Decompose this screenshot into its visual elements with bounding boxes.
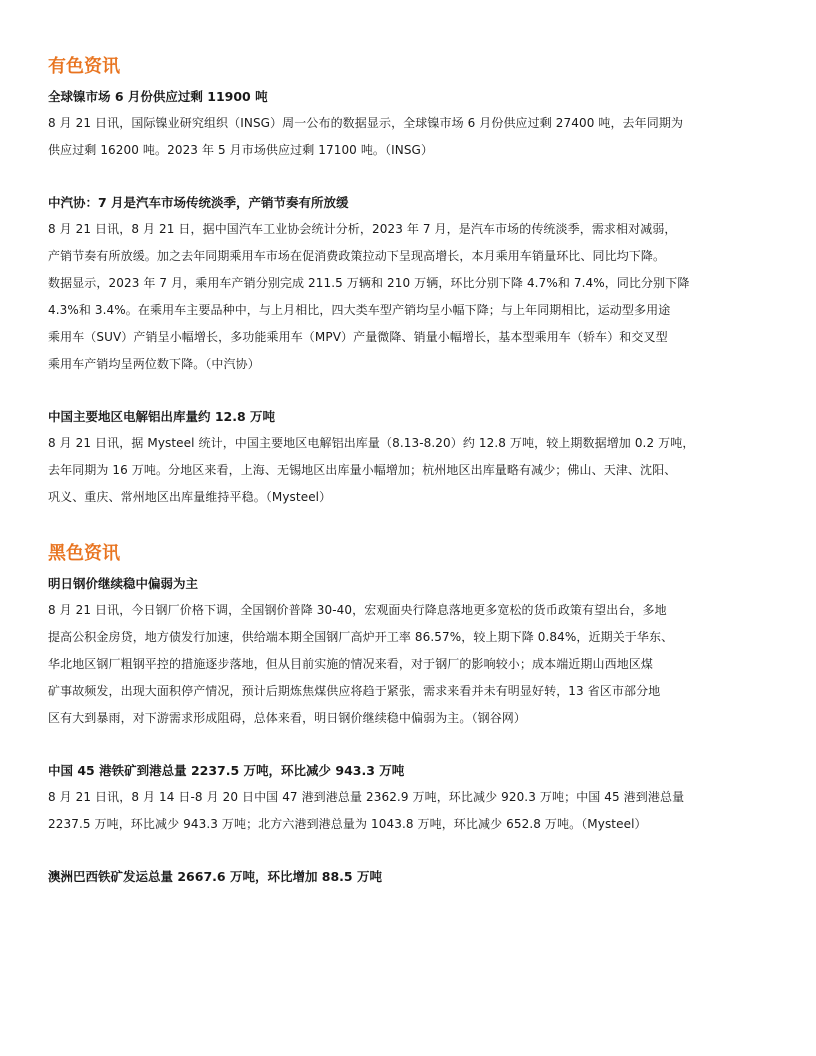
section-title: 有色资讯 — [48, 56, 120, 77]
article — [48, 758, 768, 838]
article — [48, 864, 768, 890]
section-nonferrous — [48, 50, 768, 511]
article-body: 8 月 21 日讯，8 月 21 日，据中国汽车工业协会统计分析，2023 年 7 月，是汽车市场的传统淡季，需求相对减弱， 产销节奏有所放缓。加之去年同期乘用车市场在促消费政策拉动下呈现高增长，本月乘用车销量环比、同比均下降。 数据显示，2023 年 7 月，乘用车产销分别完成 211.5 万辆和 210 万辆，环比分别下降 4.7%和 7.4%，同比分别下降 4.3%和 3.4%。在乘用车主要品种中，与上月相比，四大类车型产销均呈小幅下降；与上年同期相比，运动型多用途 乘用车（SUV）产销呈小幅增长，多功能乘用车（MPV）产量微降、销量小幅增长，基本型乘用车（轿车）和交叉型 乘用车产销均呈两位数下降。（中汽协） — [48, 222, 690, 371]
article-body: 8 月 21 日讯，8 月 14 日-8 月 20 日中国 47 港到港总量 2362.9 万吨，环比减少 920.3 万吨；中国 45 港到港总量 2237.5 万吨，环比减少 943.3 万吨；北方六港到港总量为 1043.8 万吨，环比减少 652.8 万吨。（Mysteel） — [48, 790, 685, 831]
article — [48, 190, 768, 378]
article-headline: 中国主要地区电解铝出库量约 12.8 万吨 — [48, 409, 276, 424]
article-headline: 中汽协：7 月是汽车市场传统淡季，产销节奏有所放缓 — [48, 195, 349, 210]
article-headline: 明日钢价继续稳中偏弱为主 — [48, 576, 199, 591]
article — [48, 571, 768, 732]
section-ferrous — [48, 537, 768, 890]
article-body: 8 月 21 日讯，据 Mysteel 统计，中国主要地区电解铝出库量（8.13-8.20）约 12.8 万吨，较上期数据增加 0.2 万吨， 去年同期为 16 万吨。分地区来看，上海、无锡地区出库量小幅增加；杭州地区出库量略有减少；佛山、天津、沈阳、 巩义、重庆、常州地区出库量维持平稳。（Mysteel） — [48, 436, 695, 504]
article-headline: 中国 45 港铁矿到港总量 2237.5 万吨，环比减少 943.3 万吨 — [48, 763, 405, 778]
document-page — [48, 50, 768, 916]
article-body: 8 月 21 日讯，今日钢厂价格下调，全国钢价普降 30-40，宏观面央行降息落地更多宽松的货币政策有望出台，多地 提高公积金房贷，地方债发行加速，供给端本期全国钢厂高炉开工率 86.57%，较上期下降 0.84%，近期关于华东、 华北地区钢厂粗钢平控的措施逐步落地，但从目前实施的情况来看，对于钢厂的影响较小；成本端近期山西地区煤 矿事故频发，出现大面积停产情况，预计后期炼焦煤供应将趋于紧张，需求来看并未有明显好转，13 省区市部分地 区有大到暴雨，对下游需求形成阻碍，总体来看，明日钢价继续稳中偏弱为主。（钢谷网） — [48, 603, 674, 725]
article-body: 8 月 21 日讯，国际镍业研究组织（INSG）周一公布的数据显示，全球镍市场 6 月份供应过剩 27400 吨，去年同期为 供应过剩 16200 吨。2023 年 5 月市场供应过剩 17100 吨。（INSG） — [48, 116, 684, 157]
article — [48, 84, 768, 164]
section-title: 黑色资讯 — [48, 543, 120, 564]
article-headline: 澳洲巴西铁矿发运总量 2667.6 万吨，环比增加 88.5 万吨 — [48, 869, 382, 884]
article-headline: 全球镍市场 6 月份供应过剩 11900 吨 — [48, 89, 268, 104]
article — [48, 404, 768, 511]
